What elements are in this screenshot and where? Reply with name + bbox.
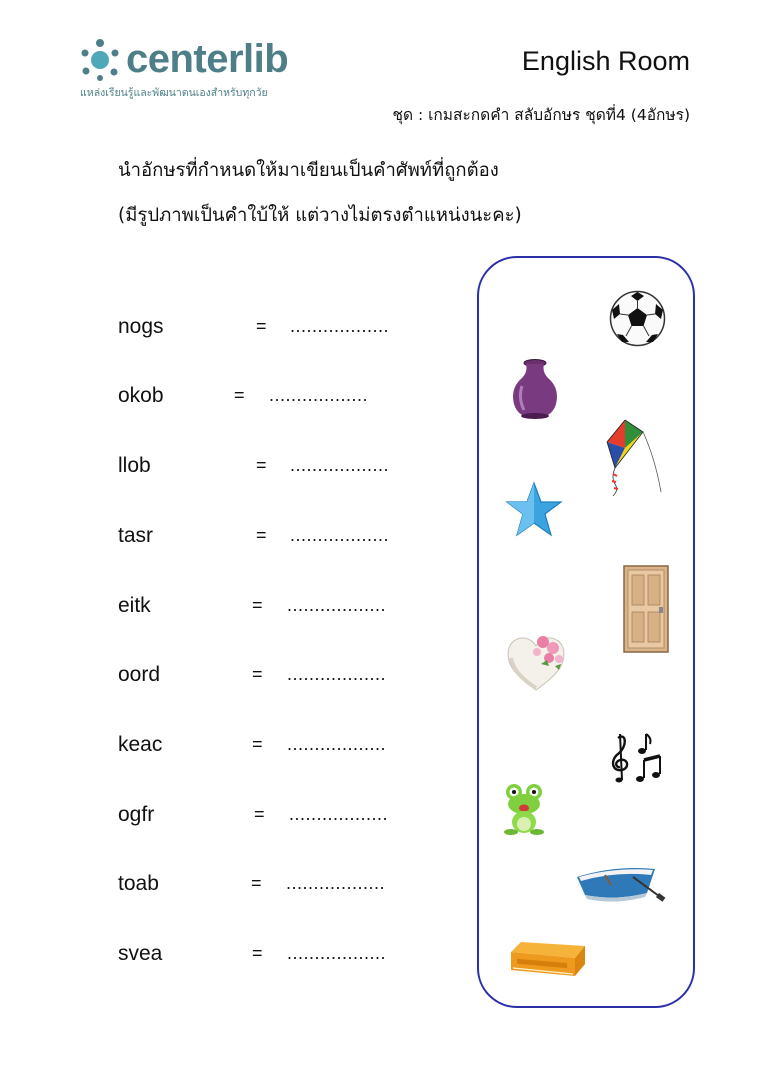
exercise-row <box>118 803 438 831</box>
boat-icon <box>575 855 667 903</box>
answer-blank: .................. <box>286 873 386 893</box>
scrambled-word: oord <box>118 663 161 686</box>
answer-blank: .................. <box>290 316 390 336</box>
equals-sign: = <box>256 455 267 475</box>
exercise-row <box>118 454 438 482</box>
molecule-logo-icon <box>78 36 124 82</box>
answer-blank: .................. <box>287 664 387 684</box>
exercise-row <box>118 524 438 552</box>
exercise-row <box>118 733 438 761</box>
heart-cake-icon <box>503 628 569 694</box>
equals-sign: = <box>251 873 262 893</box>
instruction-line-1: นำอักษรที่กำหนดให้มาเขียนเป็นคำศัพท์ที่ถูกต้อง <box>118 160 499 181</box>
scrambled-word: llob <box>118 454 151 477</box>
answer-blank: .................. <box>287 595 387 615</box>
scrambled-word: nogs <box>118 315 164 338</box>
equals-sign: = <box>252 595 263 615</box>
answer-blank: .................. <box>287 943 387 963</box>
exercise-row <box>118 594 438 622</box>
answer-blank: .................. <box>289 804 389 824</box>
book-icon <box>509 940 587 982</box>
equals-sign: = <box>256 525 267 545</box>
logo-wordmark: centerlib <box>126 37 289 81</box>
equals-sign: = <box>256 316 267 336</box>
equals-sign: = <box>252 943 263 963</box>
exercise-row <box>118 663 438 691</box>
room-title: English Room <box>521 46 690 76</box>
vase-icon <box>508 358 562 420</box>
scrambled-word: toab <box>118 872 159 895</box>
exercise-row <box>118 315 438 343</box>
scrambled-word: tasr <box>118 524 154 547</box>
answer-blank: .................. <box>290 455 390 475</box>
exercise-row <box>118 872 438 900</box>
answer-blank: .................. <box>269 385 369 405</box>
centerlib-logo <box>78 34 308 104</box>
logo-tagline: แหล่งเรียนรู้และพัฒนาตนเองสำหรับทุกวัย <box>80 87 268 99</box>
kite-icon <box>603 418 663 500</box>
music-notes-icon <box>606 730 664 786</box>
equals-sign: = <box>234 385 245 405</box>
equals-sign: = <box>252 734 263 754</box>
frog-icon <box>503 782 545 836</box>
star-icon <box>504 481 564 539</box>
answer-blank: .................. <box>290 525 390 545</box>
instruction-line-2: (มีรูปภาพเป็นคำใบ้ให้ แต่วางไม่ตรงตำแหน่งนะคะ) <box>118 205 522 226</box>
exercise-row <box>118 384 438 412</box>
exercise-row <box>118 942 438 970</box>
set-title: ชุด : เกมสะกดคำ สลับอักษร ชุดที่4 (4อักษร) <box>392 106 690 124</box>
scrambled-word: okob <box>118 384 164 407</box>
answer-blank: .................. <box>287 734 387 754</box>
scrambled-word: eitk <box>118 594 151 617</box>
scrambled-word: ogfr <box>118 803 155 826</box>
scrambled-word: keac <box>118 733 163 756</box>
soccer-ball-icon <box>609 290 666 347</box>
equals-sign: = <box>254 804 265 824</box>
equals-sign: = <box>252 664 263 684</box>
scrambled-word: svea <box>118 942 163 965</box>
door-icon <box>623 565 669 653</box>
